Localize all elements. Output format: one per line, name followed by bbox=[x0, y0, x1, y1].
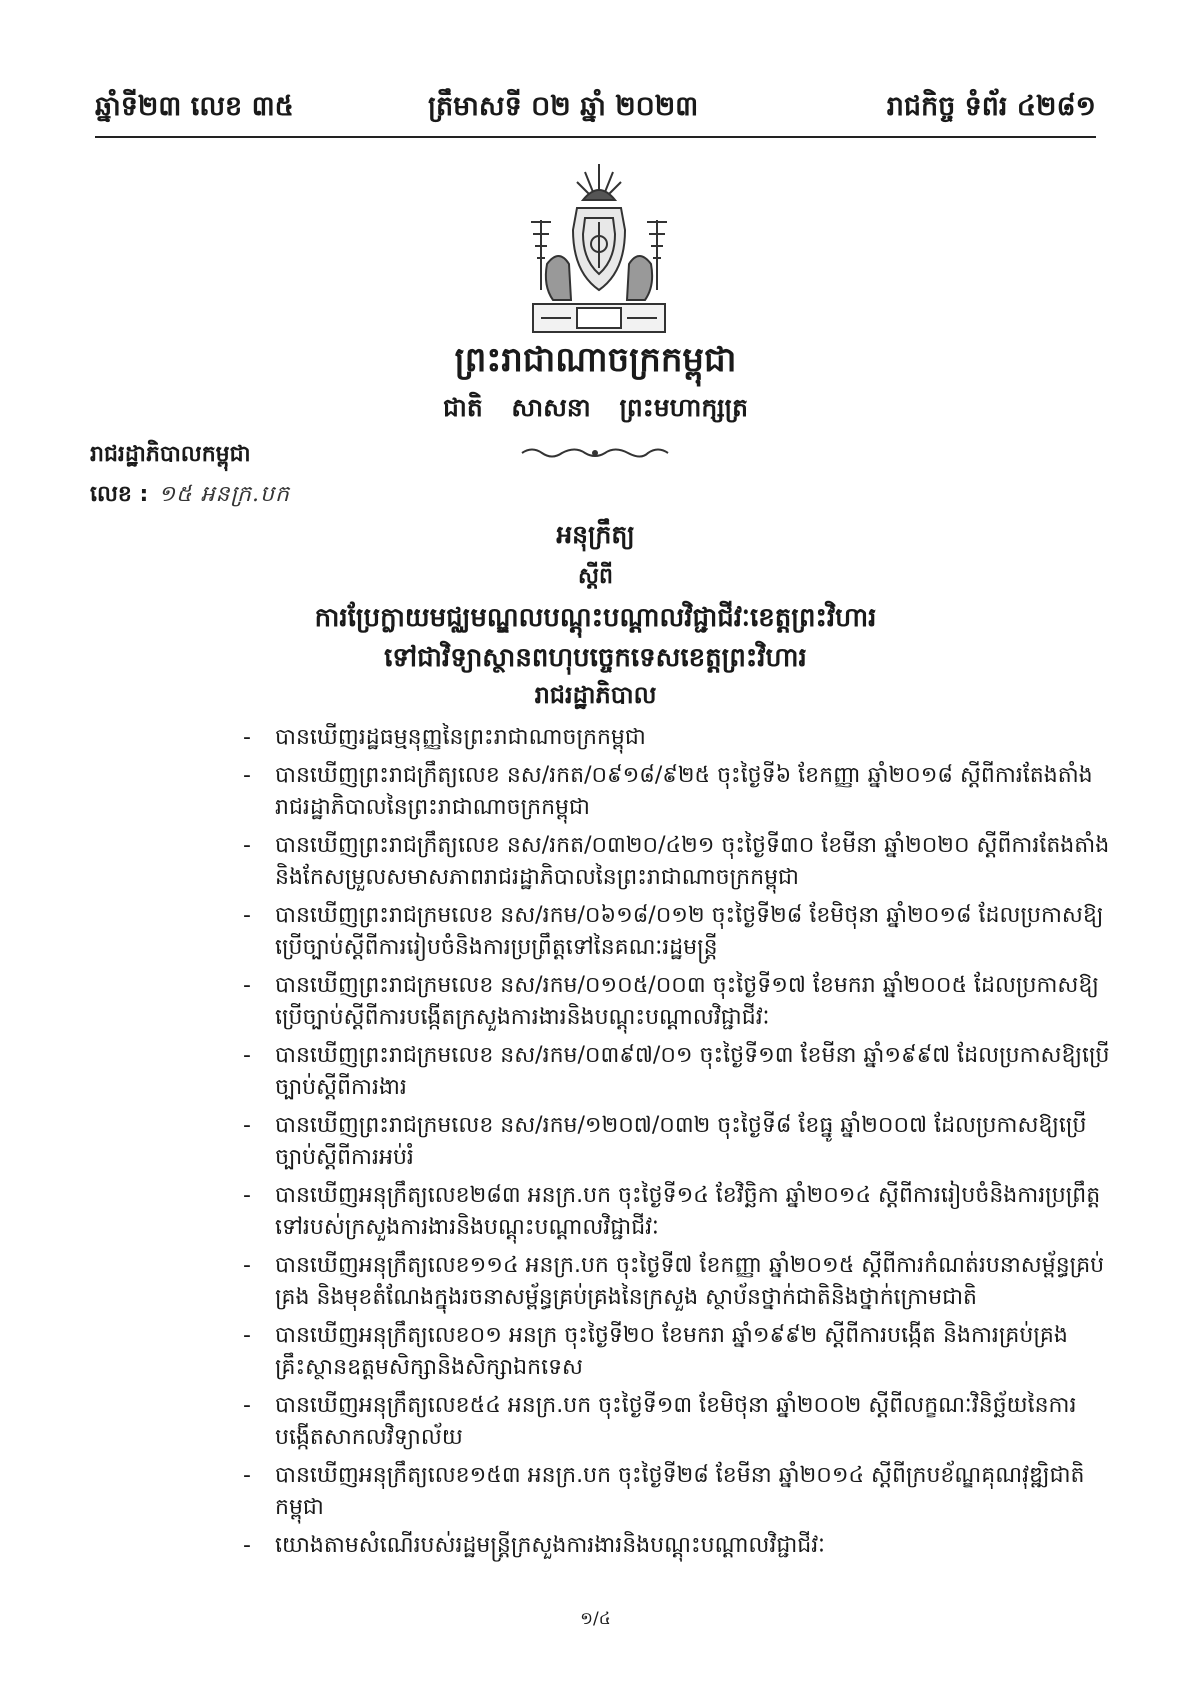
list-item: - យោងតាមសំណើរបស់រដ្ឋមន្ត្រីក្រសួងការងារនិងបណ្តុះបណ្តាលវិជ្ជាជីវៈ bbox=[243, 1533, 825, 1558]
list-item: - បានឃើញព្រះរាជក្រមលេខ នស/រកម/០៣៩៧/០១ ចុះថ្ងៃទី១៣ ខែមីនា ឆ្នាំ១៩៩៧ ដែលប្រកាសឱ្យប្រើច្បាប់ស្តីពីការងារ bbox=[243, 1043, 1110, 1100]
gazette-date: ត្រឹមាសទី ០២ ឆ្នាំ ២០២៣ bbox=[428, 91, 699, 122]
document-type: អនុក្រឹត្យ bbox=[556, 520, 635, 549]
ornament-divider-icon bbox=[520, 446, 670, 460]
about-label: ស្តីពី bbox=[578, 564, 613, 589]
list-item: - បានឃើញព្រះរាជក្រឹត្យលេខ នស/រកត/០៣២០/៤២១ ចុះថ្ងៃទី៣០ ខែមីនា ឆ្នាំ២០២០ ស្តីពីការតែងតាំងនិងកែសម្រួលសមាសភាពរាជរដ្ឋាភិបាលនៃព្រះរាជាណាចក្រកម្ពុជា bbox=[243, 833, 1110, 890]
kingdom-title: ព្រះរាជាណាចក្រកម្ពុជា bbox=[454, 340, 737, 380]
preamble-list bbox=[243, 722, 1110, 1568]
list-item: - បានឃើញអនុក្រឹត្យលេខ០១ អនក្រ ចុះថ្ងៃទី២០ ខែមករា ឆ្នាំ១៩៩២ ស្តីពីការបង្កើត និងការគ្រប់គ្រងគ្រឹះស្ថានឧត្តមសិក្សានិងសិក្សាឯកទេស bbox=[243, 1323, 1068, 1380]
government-heading: រាជរដ្ឋាភិបាល bbox=[534, 681, 657, 709]
list-item: - បានឃើញអនុក្រឹត្យលេខ១១៤ អនក្រ.បក ចុះថ្ងៃទី៧ ខែកញ្ញា ឆ្នាំ២០១៥ ស្តីពីការកំណត់របនាសម្ព័ន្ធគ្រប់គ្រង និងមុខតំណែងក្នុងរចនាសម្ព័ន្ធគ្រប់គ្រងនៃក្រសួង ស្ថាប័នថ្នាក់ជាតិនិងថ្នាក់ក្រោមជាតិ bbox=[243, 1253, 1105, 1310]
royal-arms-emblem-icon bbox=[519, 160, 679, 340]
list-item: - បានឃើញរដ្ឋធម្មនុញ្ញនៃព្រះរាជាណាចក្រកម្ពុជា bbox=[243, 725, 646, 750]
list-item: - បានឃើញព្រះរាជក្រមលេខ នស/រកម/០៦១៨/០១២ ចុះថ្ងៃទី២៨ ខែមិថុនា ឆ្នាំ២០១៨ ដែលប្រកាសឱ្យប្រើច្បាប់ស្តីពីការរៀបចំនិងការប្រព្រឹត្តទៅនៃគណៈរដ្ឋមន្ត្រី bbox=[243, 903, 1104, 960]
document-subject bbox=[0, 598, 1191, 678]
gazette-page-number: រាជកិច្ច ទំព័រ ៤២៨១ bbox=[886, 91, 1096, 122]
list-item: - បានឃើញព្រះរាជក្រមលេខ នស/រកម/១២០៧/០៣២ ចុះថ្ងៃទី៨ ខែធ្នូ ឆ្នាំ២០០៧ ដែលប្រកាសឱ្យប្រើច្បាប់ស្តីពីការអប់រំ bbox=[243, 1113, 1087, 1170]
gazette-header bbox=[95, 90, 1096, 140]
page-footer-number: ១/៤ bbox=[580, 1609, 611, 1629]
reference-value: ១៥ អនក្រ.បក bbox=[158, 482, 290, 507]
national-motto: ជាតិ សាសនា ព្រះមហាក្សត្រ bbox=[443, 393, 748, 422]
subject-line: ទៅជាវិទ្យាស្ថានពហុបច្ចេកទេសខេត្តព្រះវិហារ bbox=[384, 643, 807, 673]
list-item: - បានឃើញអនុក្រឹត្យលេខ១៥៣ អនក្រ.បក ចុះថ្ងៃទី២៨ ខែមីនា ឆ្នាំ២០១៤ ស្តីពីក្របខ័ណ្ឌគុណវុឌ្ឍិជាតិកម្ពុជា bbox=[243, 1463, 1085, 1520]
list-item: - បានឃើញអនុក្រឹត្យលេខ៥៤ អនក្រ.បក ចុះថ្ងៃទី១៣ ខែមិថុនា ឆ្នាំ២០០២ ស្តីពីលក្ខណៈវិនិច្ឆ័យនៃការបង្កើតសាកលវិទ្យាល័យ bbox=[243, 1393, 1077, 1450]
reference-label: លេខ : bbox=[90, 482, 149, 507]
reference-number bbox=[90, 480, 290, 512]
list-item: - បានឃើញព្រះរាជក្រឹត្យលេខ នស/រកត/០៩១៨/៩២៥ ចុះថ្ងៃទី៦ ខែកញ្ញា ឆ្នាំ២០១៨ ស្តីពីការតែងតាំងរាជរដ្ឋាភិបាលនៃព្រះរាជាណាចក្រកម្ពុជា bbox=[243, 763, 1093, 820]
gazette-volume: ឆ្នាំទី២៣ លេខ ៣៥ bbox=[95, 91, 294, 122]
list-item: - បានឃើញអនុក្រឹត្យលេខ២៨៣ អនក្រ.បក ចុះថ្ងៃទី១៤ ខែវិច្ឆិកា ឆ្នាំ២០១៤ ស្តីពីការរៀបចំនិងការប្រព្រឹត្តទៅរបស់ក្រសួងការងារនិងបណ្តុះបណ្តាលវិជ្ជាជីវៈ bbox=[243, 1183, 1101, 1240]
header-rule bbox=[95, 136, 1096, 138]
subject-line: ការប្រែក្លាយមជ្ឈមណ្ឌលបណ្តុះបណ្តាលវិជ្ជាជីវៈខេត្តព្រះវិហារ bbox=[314, 603, 877, 633]
list-item: - បានឃើញព្រះរាជក្រមលេខ នស/រកម/០១០៥/០០៣ ចុះថ្ងៃទី១៧ ខែមករា ឆ្នាំ២០០៥ ដែលប្រកាសឱ្យប្រើច្បាប់ស្តីពីការបង្កើតក្រសួងការងារនិងបណ្តុះបណ្តាលវិជ្ជាជីវៈ bbox=[243, 973, 1099, 1030]
issuing-authority: រាជរដ្ឋាភិបាលកម្ពុជា bbox=[90, 442, 251, 467]
